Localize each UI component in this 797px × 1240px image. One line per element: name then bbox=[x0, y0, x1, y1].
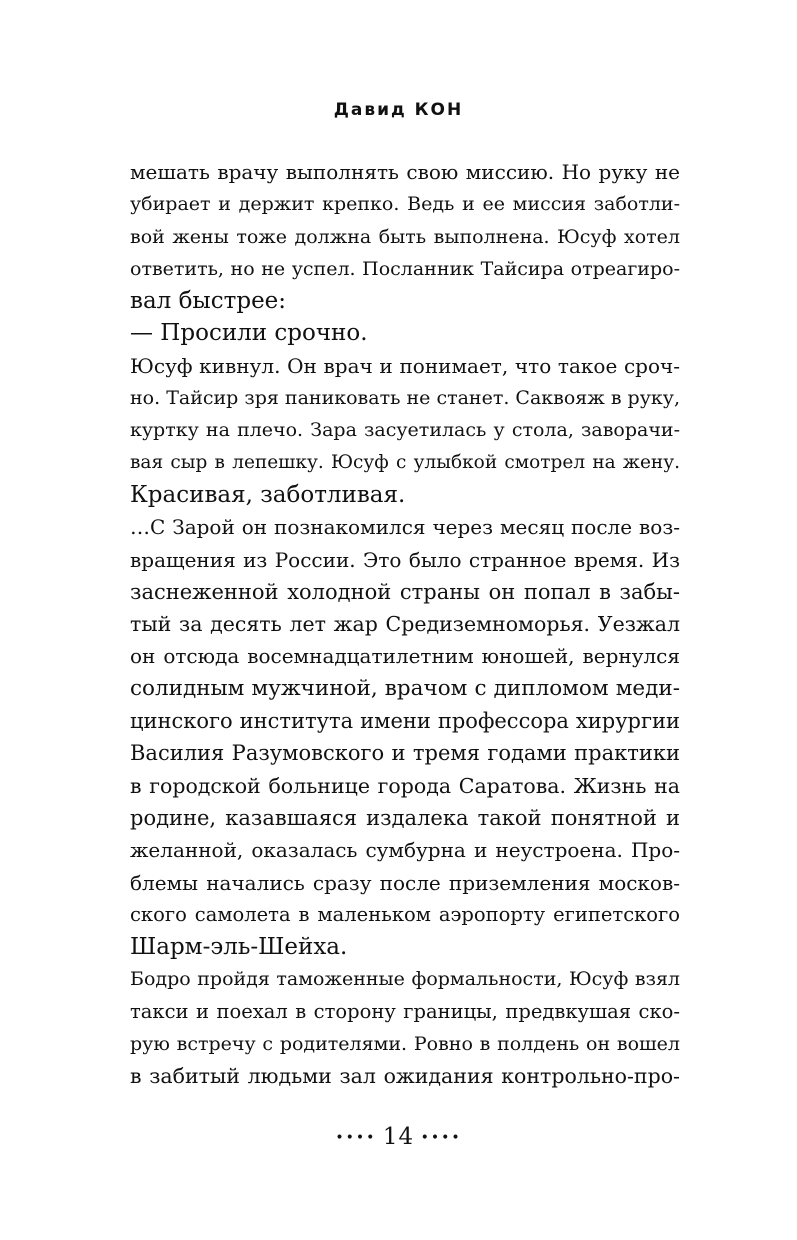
text-line: солидным мужчиной, врачом с дипломом меди- bbox=[130, 675, 680, 701]
text-line: родине, казавшаяся издалека такой понятной и bbox=[130, 805, 680, 830]
text-line: вал быстрее: bbox=[130, 288, 287, 315]
text-line: ского самолета в маленьком аэропорту египетского bbox=[130, 902, 680, 926]
text-line: ответить, но не успел. Посланник Тайсира отреагиро- bbox=[130, 257, 680, 280]
text-line: Юсуф кивнул. Он врач и понимает, что такое сроч- bbox=[130, 353, 680, 378]
page-number: 14 bbox=[382, 1124, 415, 1150]
text-line: такси и поехал в сторону границы, предвкушая ско- bbox=[130, 999, 680, 1023]
folio-ornament-right: •••• bbox=[414, 1130, 462, 1146]
text-line: вой жены тоже должна быть выполнена. Юсуф хотел bbox=[130, 225, 680, 248]
text-line: желанной, оказалась сумбурна и неустроена. Про- bbox=[130, 838, 680, 863]
text-line: Бодро пройдя таможенные формальности, Юсуф взял bbox=[130, 968, 680, 991]
text-line: мешать врачу выполнять свою миссию. Но руку не bbox=[130, 160, 680, 184]
text-line: блемы начались сразу после приземления москов- bbox=[130, 870, 680, 895]
text-line: рую встречу с родителями. Ровно в полдень он вошел bbox=[130, 1033, 680, 1056]
text-line: он отсюда восемнадцатилетним юношей, вернулся bbox=[130, 644, 680, 669]
text-line: куртку на плечо. Зара засуетилась у стола, заворачи- bbox=[130, 419, 680, 442]
page-folio bbox=[0, 1124, 797, 1150]
text-line: тый за десять лет жар Средиземноморья. Уезжал bbox=[130, 612, 680, 637]
text-line: Шарм-эль-Шейха. bbox=[130, 934, 348, 961]
text-line: убирает и держит крепко. Ведь и ее миссия заботли- bbox=[130, 193, 680, 216]
text-line: — Просили срочно. bbox=[130, 320, 368, 347]
text-line: вращения из России. Это было странное время. Из bbox=[130, 547, 680, 572]
text-line: цинского института имени профессора хирургии bbox=[130, 709, 680, 734]
folio-ornament-left: •••• bbox=[335, 1130, 383, 1146]
text-line: заснеженной холодной страны он попал в забы- bbox=[130, 579, 680, 604]
body-text bbox=[130, 156, 680, 1093]
text-line: Красивая, заботливая. bbox=[130, 481, 406, 508]
text-line: в городской больнице города Саратова. Жизнь на bbox=[130, 773, 680, 798]
running-header: Давид КОН bbox=[333, 100, 464, 120]
text-line: …С Зарой он познакомился через месяц после воз- bbox=[130, 515, 680, 540]
text-line: но. Тайсир зря паниковать не станет. Саквояж в руку, bbox=[130, 387, 680, 410]
text-line: Василия Разумовского и тремя годами практики bbox=[130, 741, 680, 766]
text-line: в забитый людьми зал ожидания контрольно-про- bbox=[130, 1064, 680, 1089]
text-line: вая сыр в лепешку. Юсуф с улыбкой смотрел на жену. bbox=[130, 451, 680, 473]
